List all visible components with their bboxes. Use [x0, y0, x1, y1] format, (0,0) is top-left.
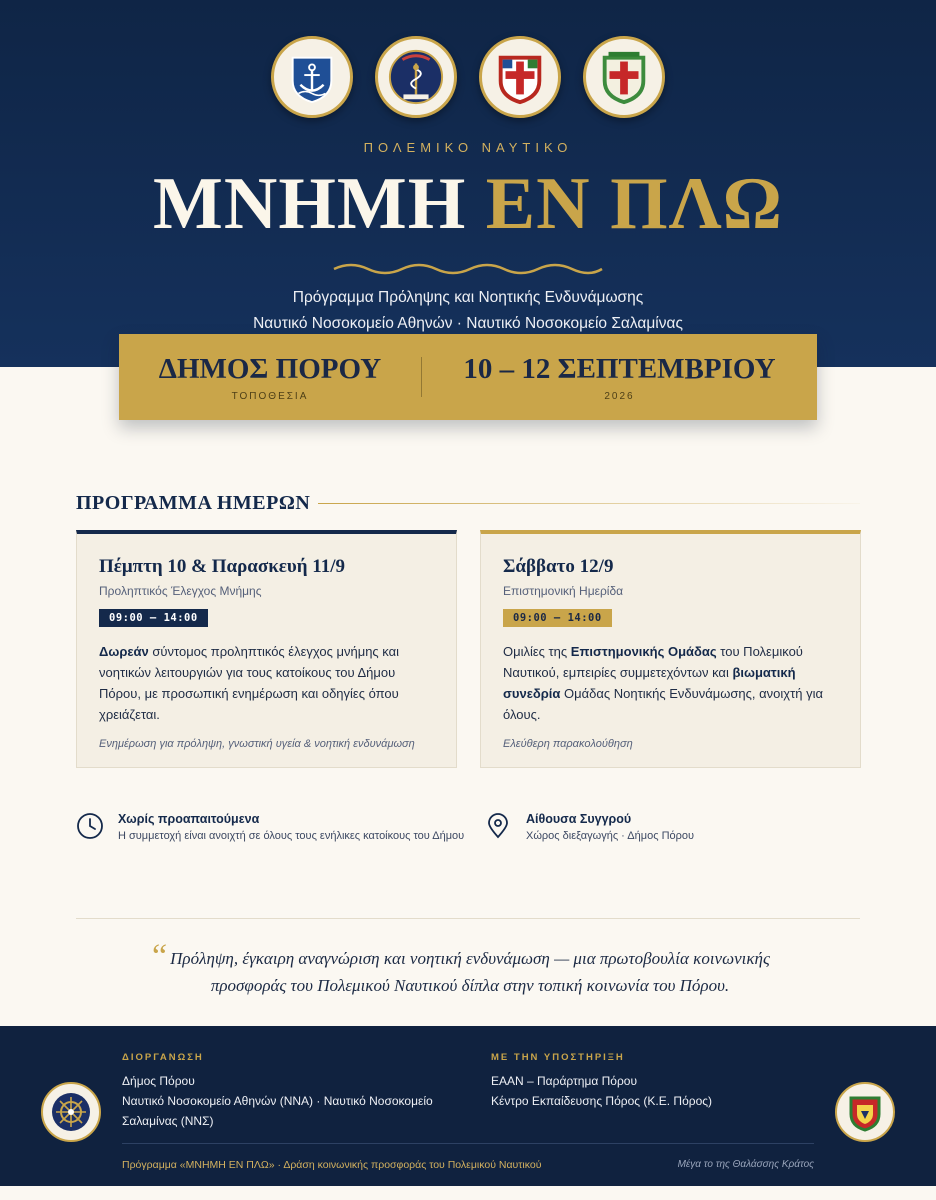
card-description [503, 641, 838, 725]
event-year: 2026 [604, 390, 635, 402]
naval-hospital-icon [387, 48, 445, 106]
schedule-card-day2 [480, 530, 861, 768]
red-cross-shield-emblem [479, 36, 561, 118]
body-text: του Πολεμικού Ναυτικού, εμπειρίες συμμετεχόντων και [503, 644, 803, 680]
quote-line-1: Πρόληψη, έγκαιρη αναγνώριση και νοητική ενδυνάμωση — μια πρωτοβουλία κοινωνικής [170, 949, 770, 968]
support-line: ΕΑΑΝ – Παράρτημα Πόρου [491, 1074, 638, 1088]
body-text: σύντομος προληπτικός έλεγχος μνήμης και νοητικών λειτουργιών για τους κατοίκους του Δήμου Πόρου, με προσωπική ενημέρωση και οδηγίες όπου χρειάζεται. [99, 644, 400, 722]
subtitle-line-1: Πρόγραμμα Πρόληψης και Νοητικής Ενδυνάμωσης [292, 289, 644, 306]
organizer-column [122, 1052, 462, 1131]
schedule-heading-rule [318, 503, 860, 504]
info-venue [484, 812, 694, 842]
footer-emblem-left [41, 1082, 101, 1142]
card-note: Ενημέρωση για πρόληψη, γνωστική υγεία & νοητική ενδυνάμωση [99, 738, 415, 750]
support-line: Κέντρο Εκπαίδευσης Πόρος (Κ.Ε. Πόρος) [491, 1094, 713, 1108]
body-bold: Επιστημονικής Ομάδας [570, 644, 717, 659]
title-word-en-plo: ΕΝ ΠΛΩ [485, 163, 783, 245]
info-text [526, 812, 694, 842]
footer-motto: Μέγα το της Θαλάσσης Κράτος [677, 1159, 814, 1170]
quote-text [120, 945, 820, 999]
kicker-text: ΠΟΛΕΜΙΚΟ ΝΑΥΤΙΚΟ [363, 140, 573, 155]
info-title: Αίθουσα Συγγρού [526, 812, 632, 826]
location-pin-icon [484, 812, 512, 840]
body-bold: βιωματική συνεδρία [503, 665, 796, 701]
emblem-row [0, 36, 936, 118]
card-subtitle: Προληπτικός Έλεγχος Μνήμης [99, 584, 262, 598]
location-name: ΔΗΜΟΣ ΠΟΡΟΥ [158, 352, 382, 385]
clock-icon [76, 812, 104, 840]
organizer-heading: ΔΙΟΡΓΑΝΩΣΗ [122, 1052, 204, 1063]
schedule-heading: ΠΡΟΓΡΑΜΜΑ ΗΜΕΡΩΝ [76, 492, 311, 514]
info-description: Χώρος διεξαγωγής · Δήμος Πόρου [526, 830, 695, 842]
red-cross-shield-icon [491, 48, 549, 106]
organizer-line: Ναυτικό Νοσοκομείο Αθηνών (ΝΝΑ) · Ναυτικό Νοσοκομείο [122, 1094, 433, 1108]
ship-wheel-icon [50, 1091, 92, 1133]
card-title: Πέμπτη 10 & Παρασκευή 11/9 [99, 556, 345, 577]
main-title [0, 164, 936, 244]
info-no-prerequisites [76, 812, 464, 842]
time-badge: 09:00 – 14:00 [503, 609, 612, 627]
anchor-shield-emblem [271, 36, 353, 118]
event-dates: 10 – 12 ΣΕΠΤΕΜΒΡΙΟΥ [463, 352, 776, 385]
hero-header [0, 0, 936, 367]
support-column [491, 1052, 811, 1111]
section-divider [76, 918, 860, 919]
date-block [422, 353, 817, 402]
organizer-line: Σαλαμίνας (ΝΝΣ) [122, 1114, 214, 1128]
card-note: Ελεύθερη παρακολούθηση [503, 738, 633, 750]
body-bold: Δωρεάν [99, 644, 149, 659]
anchor-shield-icon [283, 48, 341, 106]
time-badge: 09:00 – 14:00 [99, 609, 208, 627]
quote-mark-icon: “ [152, 938, 168, 975]
card-title: Σάββατο 12/9 [503, 556, 614, 577]
shield-emblem-icon [844, 1091, 886, 1133]
footer-program-line: Πρόγραμμα «ΜΝΗΜΗ ΕΝ ΠΛΩ» · Δράση κοινωνικής προσφοράς του Πολεμικού Ναυτικού [122, 1159, 542, 1171]
green-cross-shield-emblem [583, 36, 665, 118]
subtitle-line-2: Ναυτικό Νοσοκομείο Αθηνών · Ναυτικό Νοσοκομείο Σαλαμίνας [253, 315, 683, 332]
support-heading: ΜΕ ΤΗΝ ΥΠΟΣΤΗΡΙΞΗ [491, 1052, 625, 1063]
quote-line-2: προσφοράς του Πολεμικού Ναυτικού δίπλα στην τοπική κοινωνία του Πόρου. [210, 976, 730, 995]
card-subtitle: Επιστημονική Ημερίδα [503, 584, 624, 598]
footer [0, 1026, 936, 1186]
info-text [118, 812, 464, 842]
location-label: ΤΟΠΟΘΕΣΙΑ [231, 390, 309, 402]
naval-hospital-emblem [375, 36, 457, 118]
footer-emblem-right [835, 1082, 895, 1142]
footer-divider [122, 1143, 814, 1144]
band-divider [421, 357, 422, 397]
location-block [119, 353, 421, 402]
organizer-line: Δήμος Πόρου [122, 1074, 195, 1088]
card-description [99, 641, 434, 725]
location-date-band [119, 334, 817, 420]
title-word-mnimi: ΜΝΗΜΗ [153, 163, 467, 245]
schedule-card-day1 [76, 530, 457, 768]
info-description: Η συμμετοχή είναι ανοιχτή σε όλους τους ενήλικες κατοίκους του Δήμου [118, 830, 465, 842]
info-title: Χωρίς προαπαιτούμενα [118, 812, 260, 826]
body-text: Ομάδας Νοητικής Ενδυνάμωσης, ανοιχτή για όλους. [503, 686, 823, 722]
green-cross-shield-icon [595, 48, 653, 106]
wave-ornament-icon [332, 260, 604, 278]
subtitle [0, 285, 936, 337]
body-text: Ομιλίες της [503, 644, 571, 659]
